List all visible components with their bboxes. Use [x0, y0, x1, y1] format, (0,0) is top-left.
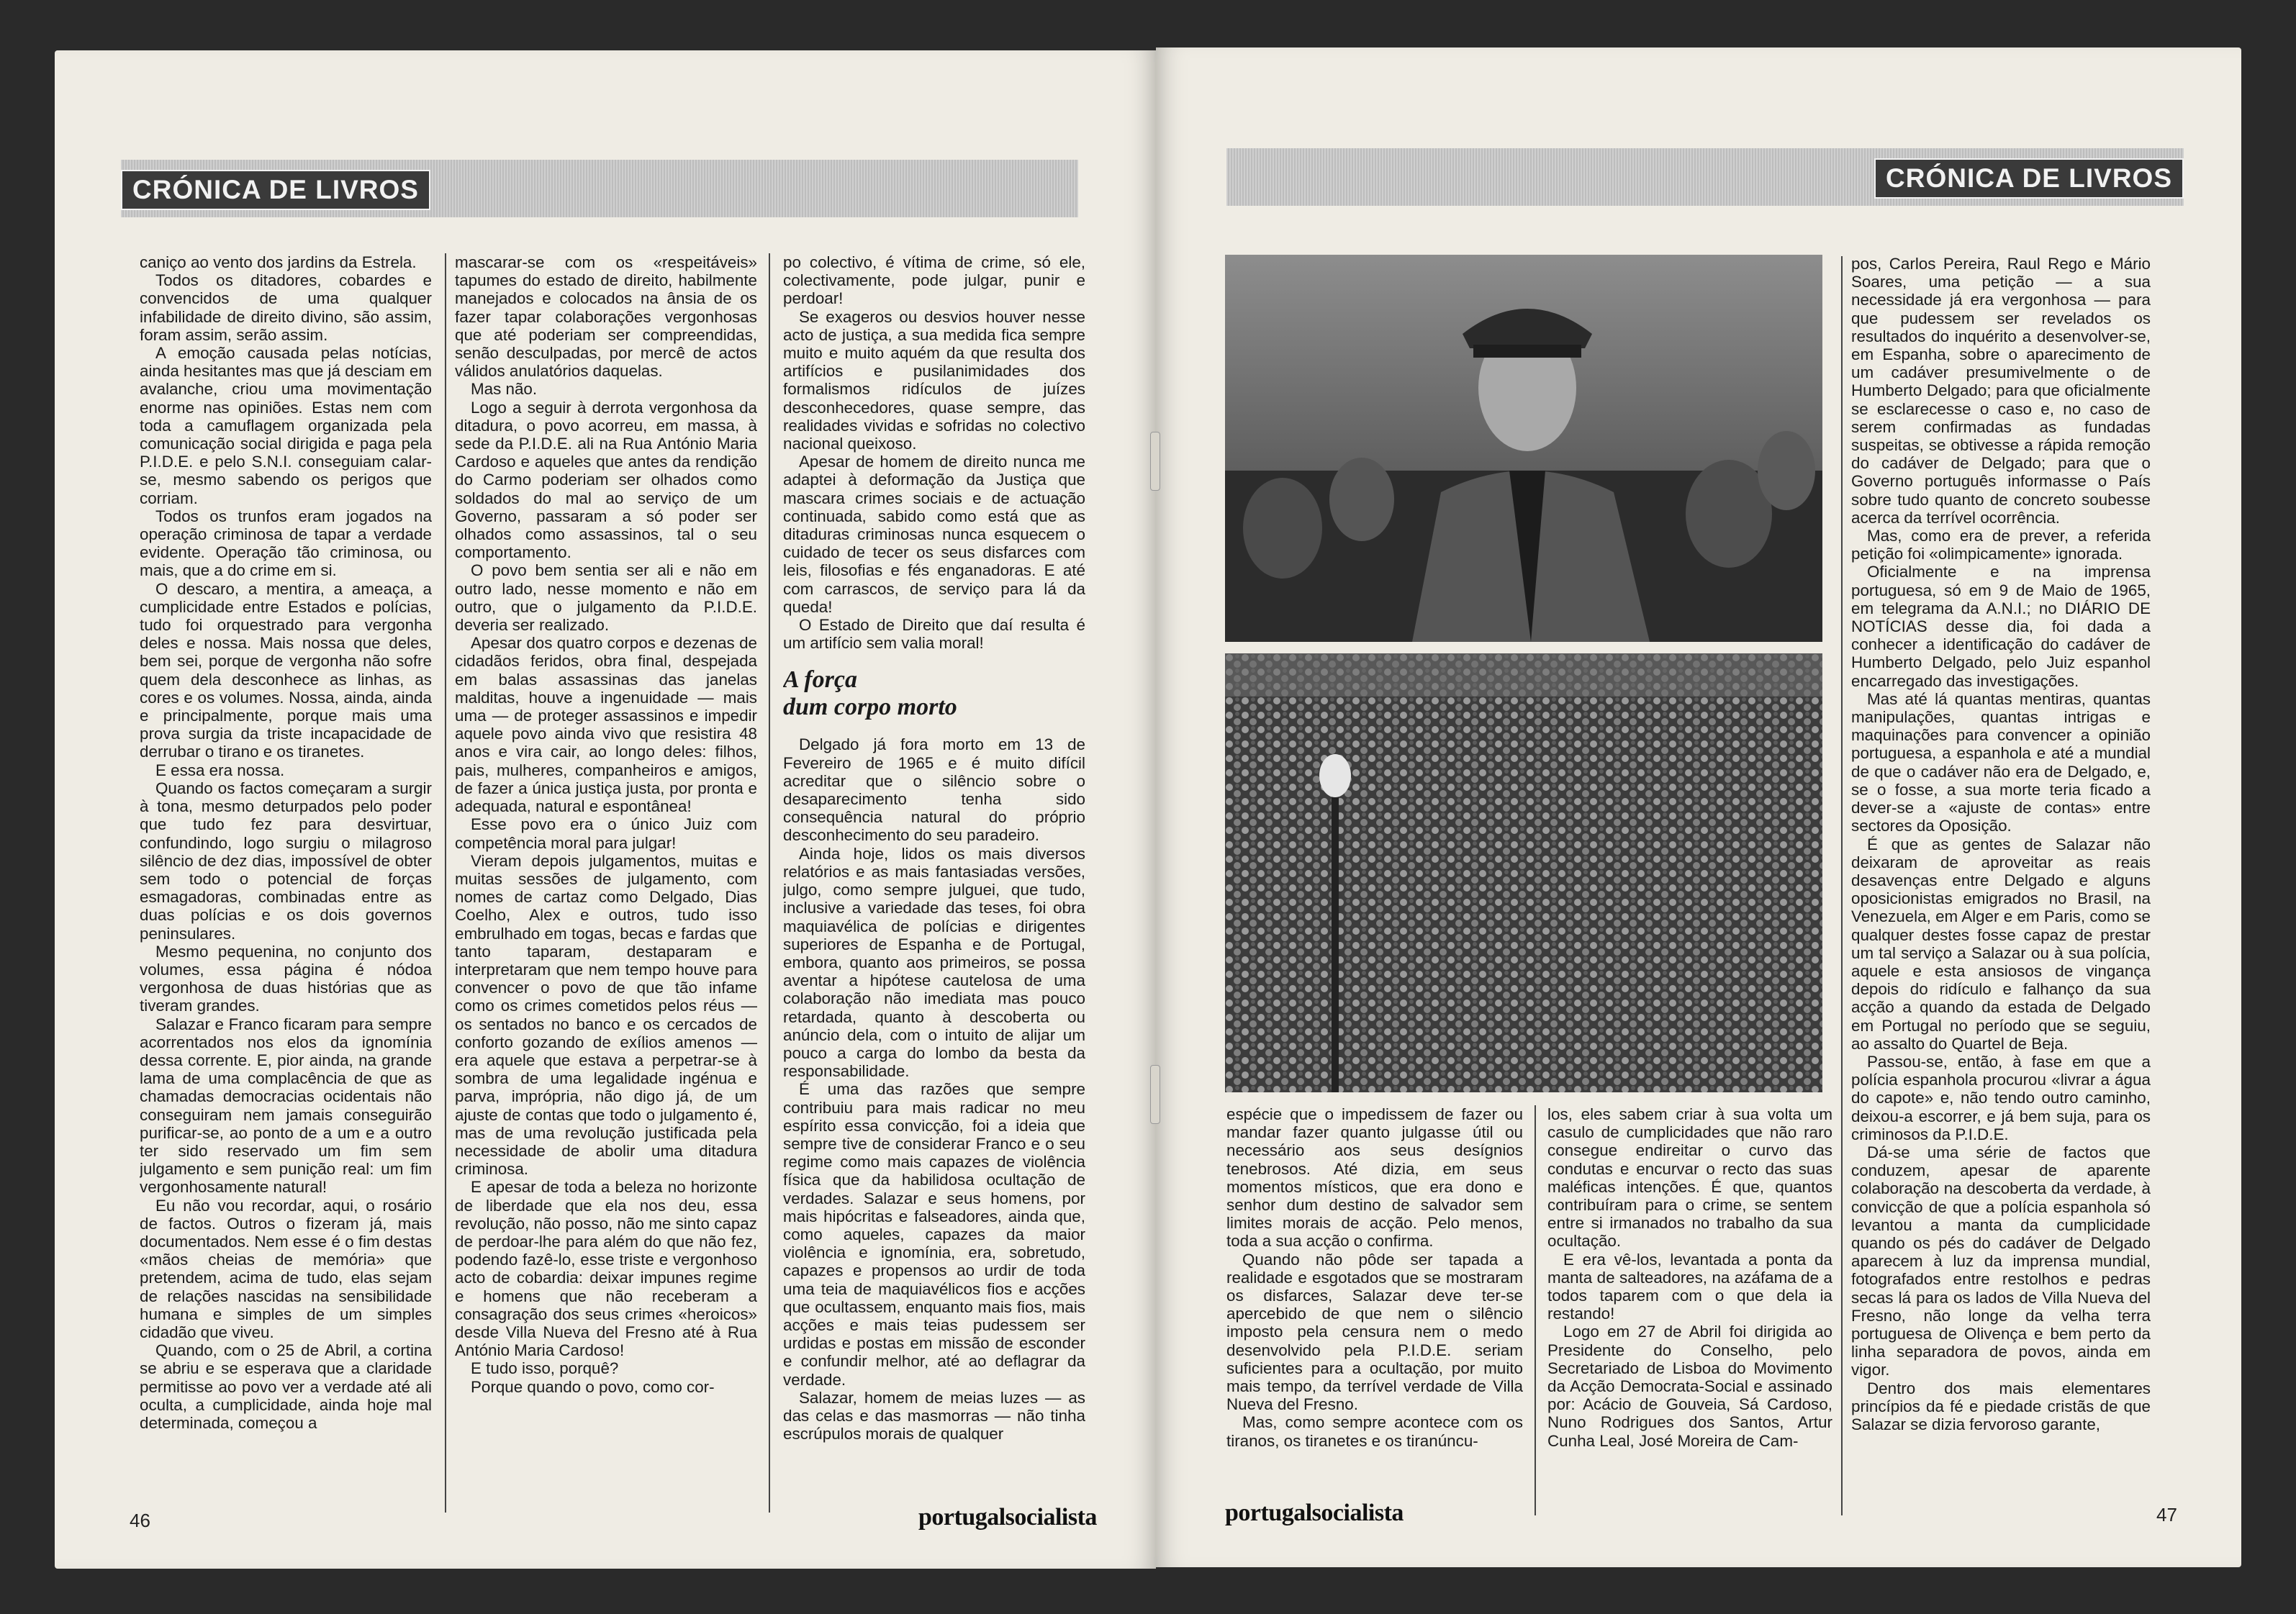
left-page: [55, 50, 1156, 1569]
paragraph: Todos os trunfos eram jogados na operação criminosa de tapar a verdade evidente. Operação tão criminosa, ou mais, que a do crime em si.: [140, 507, 432, 580]
article-column-a: [1226, 1105, 1523, 1523]
paragraph: E tudo isso, porquê?: [471, 1359, 619, 1378]
column-rule: [445, 253, 446, 1513]
paragraph: mascarar-se com os «respeitáveis» tapumes do estado de direito, habilmente manejados e colocados na ânsia de os fazer tapar colaborações vergonhosas que até poderiam ser compreendidas, senão desculpadas, por mercê de actos válidos anulatórios daquelas.: [455, 253, 757, 381]
paragraph: Quando os factos começaram a surgir à tona, mesmo deturpados pelo poder que tudo fez para desvirtuar, confundindo, logo surgiu o milagroso silêncio de dez dias, impossível de obter sem todo o potencial de forças esmagadoras, combinadas entre as duas polícias e os dois governos peninsulares.: [140, 779, 432, 943]
paragraph: Passou-se, então, à fase em que a polícia espanhola procurou «livrar a água do capote» e, não tendo outro caminho, deixou-a escorrer, e já bem suja, para os criminosos da P.I.D.E.: [1851, 1052, 2151, 1143]
paragraph: Porque quando o povo, como cor-: [471, 1377, 715, 1396]
paragraph: Quando, com o 25 de Abril, a cortina se abriu e se esperava que a claridade permitisse ao povo ver a verdade até ali oculta, a cumplicidade, ainda hoje mal determinada, começou a: [140, 1341, 432, 1432]
staple: [1150, 1065, 1160, 1124]
paragraph: E essa era nossa.: [155, 761, 285, 779]
paragraph: Ainda hoje, lidos os mais diversos relatórios e as mais fantasiadas versões, julgo, como sempre julguei, que tudo, inclusive a variedade das teses, foi obra maquiavélica de polícias e dirigentes superiores de Espanha e de Portugal, embora, quanto aos primeiros, se possa aventar a hipótese cautelosa de uma colaboração não imediata mas pouco retardada, quanto à descoberta ou anúncio dela, com o intuito de alijar um pouco a carga do lombo da besta da responsabilidade.: [783, 844, 1085, 1081]
article-column-3-bottom: [783, 735, 1085, 1443]
article-column-c: [1851, 255, 2151, 1528]
article-column-2: [455, 253, 757, 1534]
paragraph: Mas não.: [471, 380, 538, 399]
paragraph: Salazar e Franco ficaram para sempre acorrentados nos elos da ignomínia dessa corrente. E, pior ainda, na grande lama de uma complacência de que as chamadas democracias ocidentais não conseguiram nem jamais conseguirão purificar-se, ao ponto de a um e a outro ter sido reservado um fim sem julgamento e sem punição real: um fim vergonhosamente natural!: [140, 1015, 432, 1197]
paragraph: É uma das razões que sempre contribuiu para mais radicar no meu espírito essa convicção, foi a ideia que sempre tive de considerar Franco e o seu regime como mais capazes de violência física que da habilidosa ocultação de verdades. Salazar e seus homens, por mais hipócritas e falseadores, ainda que, como aqueles, capazes da maior violência e ignomínia, era, sobretudo, capazes e propensos ao urdir de toda uma teia de maquiavélicos fios e acções que ocultassem, enquanto mais fios, mais acções e mais teias pudessem ser urdidas e postas em missão de esconder e confundir melhor, até ao deflagrar da verdade.: [783, 1080, 1085, 1389]
officer-portrait-photo: [1225, 255, 1822, 642]
paragraph: Mas até lá quantas mentiras, quantas manipulações, quantas intrigas e maquinações para convencer a opinião portuguesa, a espanhola e até a mundial de que o cadáver não era de Delgado, e, se o fosse, a sua morte teria ficado a dever-se a «ajuste de contas» entre sectores da Oposição.: [1851, 689, 2151, 835]
paragraph: O descaro, a mentira, a ameaça, a cumplicidade entre Estados e polícias, tudo foi orquestrado para vergonha deles e nossa. Mais nossa que deles, bem sei, porque de vergonha não sofre quem dela desconhece as linhas, as cores e os volumes. Nossa, ainda, ainda e principalmente, porque mais uma prova surgia da triste incapacidade de derrubar o tirano e os tiranetes.: [140, 579, 432, 761]
section-header-bar: [121, 160, 1078, 217]
article-column-3: [783, 253, 1085, 1534]
crowd-photo-icon: [1225, 653, 1822, 1092]
section-header-bar: [1226, 148, 2184, 206]
portrait-photo-icon: [1225, 255, 1822, 642]
paragraph: Logo em 27 de Abril foi dirigida ao Presidente do Conselho, pelo Secretariado de Lisboa do Movimento da Acção Democrata-Social e assinado por: Acácio de Gouveia, Sá Cardoso, Nuno Rodrigues dos Santos, Artur Cunha Leal, José Moreira de Cam-: [1547, 1323, 1832, 1450]
paragraph: Quando não pôde ser tapada a realidade e esgotados que se mostraram os disfarces, Salazar deve ter-se apercebido de que nem o silêncio imposto pela censura nem o medo desenvolvido pela P.I.D.E. seriam suficientes para a ocultação, por muito mais tempo, da terrível verdade de Villa Nueva del Fresno.: [1226, 1250, 1523, 1414]
paragraph: E era vê-los, levantada a ponta da manta de salteadores, na azáfama de a todos taparem com o que dela ia restando!: [1547, 1250, 1832, 1323]
paragraph: A emoção causada pelas notícias, ainda hesitantes mas que já desciam em avalanche, criou uma movimentação enorme nas opiniões. Estas nem com toda a camuflagem organizada pela comunicação social dirigida e paga pela P.I.D.E. e pelo S.N.I. conseguiam calar-se, mesmo sabendo os perigos que corriam.: [140, 344, 432, 507]
paragraph: los, eles sabem criar à sua volta um casulo de cumplicidades que não raro consegue endireitar o curvo das condutas e encurvar o recto das suas maléficas intenções. É que, quantos contribuíram para o crime, se sentem entre si irmanados no trabalho da sua ocultação.: [1547, 1105, 1832, 1251]
article-subheading: [783, 666, 1085, 721]
paragraph: Se exageros ou desvios houver nesse acto de justiça, a sua medida fica sempre muito e muito aquém da que resulta dos artifícios e pusilanimidades dos formalismos ridículos de juízes desconhecedores, quase sempre, das realidades vividas e sofridas no colectivo nacional queixoso.: [783, 307, 1085, 453]
paragraph: Mas, como sempre acontece com os tiranos, os tiranetes e os tiranúncu-: [1226, 1413, 1523, 1450]
column-rule: [1841, 256, 1843, 1515]
paragraph: Mas, como era de prever, a referida petição foi «olimpicamente» ignorada.: [1851, 527, 2151, 563]
staple: [1150, 432, 1160, 491]
paragraph: O povo bem sentia ser ali e não em outro lado, nesse momento e não em outro, que o julgamento da P.I.D.E. deveria ser realizado.: [455, 561, 757, 635]
paragraph: caniço ao vento dos jardins da Estrela.: [140, 253, 417, 271]
paragraph: Esse povo era o único Juiz com competência moral para julgar!: [455, 815, 757, 852]
article-column-b: [1547, 1105, 1832, 1523]
paragraph: Delgado já fora morto em 13 de Fevereiro de 1965 e é muito difícil acreditar que o silêncio sobre o desaparecimento tenha sido consequência natural do próprio desconhecimento do seu paradeiro.: [783, 735, 1085, 845]
article-column-1: [140, 253, 432, 1534]
paragraph: espécie que o impedissem de fazer ou mandar fazer quanto julgasse útil ou necessário aos seus desígnios tenebrosos. Até dizia, em seus momentos místicos, que era dono e senhor dum destino de salvador sem limites morais de acção. Pelo menos, toda a sua acção o confirma.: [1226, 1105, 1523, 1251]
page-number-right: 47: [2156, 1504, 2177, 1525]
paragraph: Dentro dos mais elementares princípios da fé e piedade cristãs de que Salazar se dizia fervoroso garante,: [1851, 1379, 2151, 1433]
article-column-3-top: [783, 253, 1085, 652]
publication-logo-left: portugalsocialista: [918, 1504, 1097, 1531]
paragraph: Apesar de homem de direito nunca me adaptei à deformação da Justiça que mascara crimes sociais e de actuação continuada, sabido como está que as ditaduras criminosas nunca esquecem o cuidado de tecer os seus disfarces com leis, filosofias e fés enganadoras. E até com carrascos, de serviço para lá da queda!: [783, 453, 1085, 616]
subheading-line-1: A força: [783, 666, 857, 694]
column-rule: [769, 253, 770, 1513]
section-header-label: CRÓNICA DE LIVROS: [121, 170, 430, 210]
paragraph: Eu não vou recordar, aqui, o rosário de factos. Outros o fizeram já, mais documentados. Nem esse é o fim destas «mãos cheias de memória» que pretendem, acima de tudo, elas sejam de relações nascidas na sensibilidade humana e simples de um simples cidadão que viveu.: [140, 1196, 432, 1341]
paragraph: O Estado de Direito que daí resulta é um artifício sem valia moral!: [783, 616, 1085, 653]
paragraph: Vieram depois julgamentos, muitas e muitas sessões de julgamento, com nomes de cartaz como Delgado, Dias Coelho, Alex e outros, tudo isso embrulhado em togas, becas e fardas que tanto taparam, destaparam e interpretaram que nem tempo houve para convencer o povo de que tão infame como os crimes cometidos pelos réus — os sentados no banco e os cercados de conforto gozando de exílios amenos — era aquele que estava a perpetrar-se à sombra de uma legalidade ingénua e parva, imprópria, não digo já, de um ajuste de contas que todo o julgamento é, mas de uma revolução justificada pela necessidade de abolir uma ditadura criminosa.: [455, 851, 757, 1179]
paragraph: Dá-se uma série de factos que conduzem, apesar de aparente colaboração na descoberta da verdade, à convicção de que a polícia espanhola só levantou a manta da cumplicidade quando os pés do cadáver de Delgado aparecem à luz da imprensa mundial, fotografados entre restolhos e pedras secas lá para os lados de Villa Nueva del Fresno, não longe da velha terra portuguesa de Olivença e bem perto da linha separadora de povos, ainda em vigor.: [1851, 1143, 2151, 1379]
section-header-label: CRÓNICA DE LIVROS: [1874, 158, 2184, 199]
paragraph: Apesar dos quatro corpos e dezenas de cidadãos feridos, obra final, despejada em balas assassinas das janelas malditas, houve a ingenuidade — mais uma — de proteger assassinos e impedir aquele povo ainda vivo que resistira 48 anos e vira cair, ao longo deles: filhos, pais, mulheres, companheiros e amigos, de fazer a única justiça justa, por pronta e adequada, natural e espontânea!: [455, 634, 757, 816]
paragraph: Mesmo pequenina, no conjunto dos volumes, essa página é nódoa vergonhosa de duas histórias que as tiveram grandes.: [140, 942, 432, 1015]
paragraph: Logo a seguir à derrota vergonhosa da ditadura, o povo acorreu, em massa, à sede da P.I.D.E. ali na Rua António Maria Cardoso e aqueles que antes da rendição do Carmo poderiam ser olhados como soldados do mal ao serviço de um Governo, passaram a só poder ser olhados como assassinos, tal o seu comportamento.: [455, 398, 757, 562]
subheading-line-2: dum corpo morto: [783, 694, 957, 721]
paragraph: E apesar de toda a beleza no horizonte de liberdade que ela nos deu, essa revolução, não posso, não me sinto capaz de perdoar-lhe para além do que não fez, podendo fazê-lo, esse triste e vergonhoso acto de cobardia: deixar impunes regime e homens que não receberam a consagração dos seus crimes «heroicos» desde Villa Nueva del Fresno até à Rua António Maria Cardoso!: [455, 1178, 757, 1360]
right-page: [1156, 47, 2241, 1567]
paragraph: Oficialmente e na imprensa portuguesa, só em 9 de Maio de 1965, em telegrama da A.N.I.; no DIÁRIO DE NOTÍCIAS desse dia, foi dada a conhecer a identificação do cadáver de Humberto Delgado, pelo Juiz espanhol encarregado das investigações.: [1851, 563, 2151, 690]
paragraph: Salazar, homem de meias luzes — as das celas e das masmorras — não tinha escrúpulos morais de qualquer: [783, 1388, 1085, 1443]
paragraph: Todos os ditadores, cobardes e convencidos de uma qualquer infabilidade de direito divino, são assim, foram assim, serão assim.: [140, 271, 432, 344]
paragraph: pos, Carlos Pereira, Raul Rego e Mário Soares, uma petição — a sua necessidade já era vergonhosa — para que pudessem ser revelados os resultados do inquérito a desenvolver-se, em Espanha, sobre o aparecimento de um cadáver presumivelmente o de Humberto Delgado; para que oficialmente se esclarecesse o caso e, no caso de serem confirmadas as fundadas suspeitas, se obtivesse a rápida remoção do cadáver de Delgado; para que o Governo português informasse o País sobre tudo quanto de concreto soubesse acerca da terrível ocorrência.: [1851, 255, 2151, 527]
column-rule: [1535, 1105, 1536, 1515]
page-number-left: 46: [130, 1510, 150, 1531]
paragraph: É que as gentes de Salazar não deixaram de aproveitar as reais desavenças entre Delgado e alguns oposicionistas emigrados no Brasil, na Venezuela, em Alger e em Paris, como se qualquer destes fosse capaz de prestar um tal serviço a Salazar ou à sua polícia, aquele e esta ansiosos de vingança depois do ridículo e falhanço da sua acção a quando da estada de Delgado em Portugal no período que se seguiu, ao assalto do Quartel de Beja.: [1851, 835, 2151, 1053]
publication-logo-right: portugalsocialista: [1225, 1500, 1404, 1526]
crowd-photo: [1225, 653, 1822, 1092]
paragraph: po colectivo, é vítima de crime, só ele, colectivamente, pode julgar, punir e perdoar!: [783, 253, 1085, 308]
